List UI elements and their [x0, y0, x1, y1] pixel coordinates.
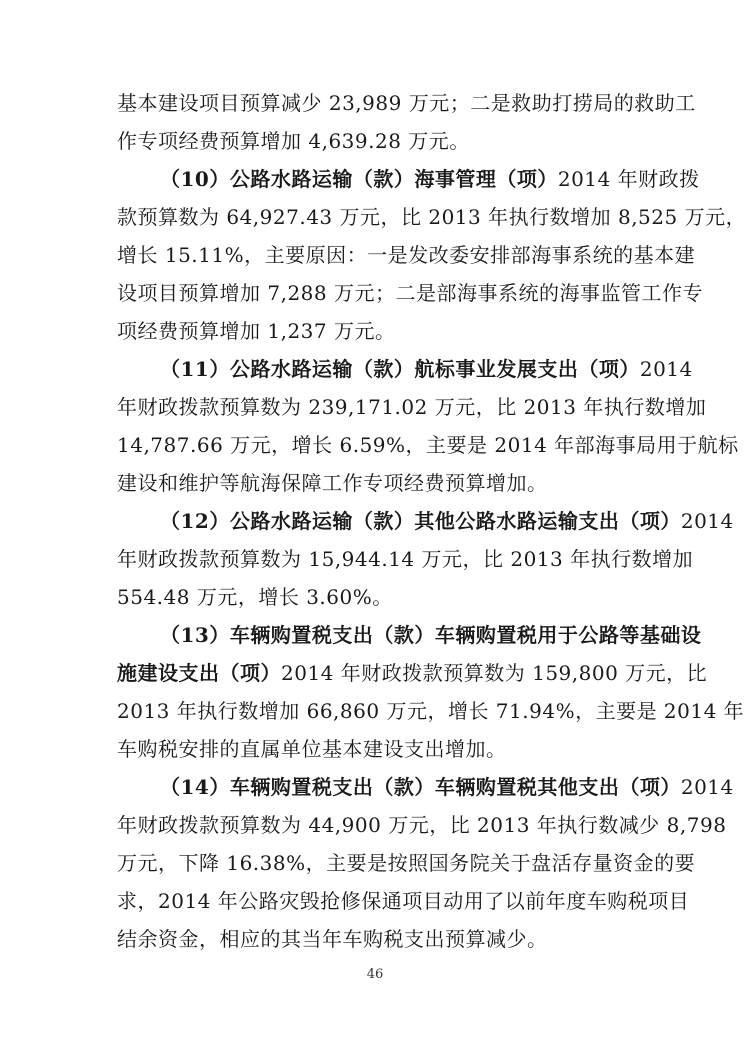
line-text: 结余资金，相应的其当年车购税支出预算减少。 [117, 927, 548, 951]
paragraph-line [117, 241, 696, 269]
paragraph-line [117, 849, 696, 877]
paragraph-line [160, 355, 693, 383]
paragraph-line [117, 583, 639, 611]
line-text: 车购税安排的直属单位基本建设支出增加。 [117, 737, 507, 761]
paragraph-line [117, 203, 747, 231]
line-text: 2014 [680, 775, 734, 799]
line-text: 基本建设项目预算减少 23,989 万元；二是救助打捞局的救助工 [117, 91, 696, 115]
paragraph-line [117, 431, 739, 459]
line-text: 建设和维护等航海保障工作专项经费预算增加。 [117, 471, 548, 495]
paragraph-line [117, 811, 727, 839]
line-text: 万元，下降 16.38%，主要是按照国务院关于盘活存量资金的要 [117, 851, 696, 875]
paragraph-line [117, 469, 639, 497]
line-text: 2013 年执行数增加 66,860 万元，增长 71.94%，主要是 2014 年 [117, 699, 745, 723]
item-heading: （12）公路水路运输（款）其他公路水路运输支出（项） [160, 509, 681, 533]
paragraph-line [117, 279, 703, 307]
item-heading: （10）公路水路运输（款）海事管理（项） [160, 167, 558, 191]
line-text: 554.48 万元，增长 3.60%。 [117, 585, 393, 609]
line-text: 2014 年财政拨款预算数为 159,800 万元，比 [281, 661, 708, 685]
item-heading: （11）公路水路运输（款）航标事业发展支出（项） [160, 357, 640, 381]
line-text: 增长 15.11%，主要原因：一是发改委安排部海事系统的基本建 [117, 243, 696, 267]
line-text: 设项目预算增加 7,288 万元；二是部海事系统的海事监管工作专 [117, 281, 703, 305]
paragraph-line [117, 89, 696, 117]
paragraph-line [117, 659, 708, 687]
line-text: 年财政拨款预算数为 239,171.02 万元，比 2013 年执行数增加 [117, 395, 707, 419]
line-text: 项经费预算增加 1,237 万元。 [117, 319, 396, 343]
line-text: 14,787.66 万元，增长 6.59%，主要是 2014 年部海事局用于航标 [117, 433, 739, 457]
paragraph-line [117, 735, 639, 763]
page-number: 46 [366, 967, 384, 982]
line-text: 年财政拨款预算数为 15,944.14 万元，比 2013 年执行数增加 [117, 547, 694, 571]
paragraph-line [117, 127, 639, 155]
paragraph-line [117, 887, 690, 915]
line-text: 求，2014 年公路灾毁抢修保通项目动用了以前年度车购税项目 [117, 889, 690, 913]
paragraph-line [160, 621, 702, 649]
line-text: 年财政拨款预算数为 44,900 万元，比 2013 年执行数减少 8,798 [117, 813, 727, 837]
item-heading: 施建设支出（项） [117, 661, 281, 685]
line-text: 2014 年财政拨 [557, 167, 700, 191]
paragraph-line [160, 165, 700, 193]
paragraph-line [160, 507, 734, 535]
paragraph-line [117, 545, 694, 573]
paragraph-line [160, 773, 734, 801]
line-text: 2014 [680, 509, 734, 533]
line-text: 作专项经费预算增加 4,639.28 万元。 [117, 129, 470, 153]
paragraph-line [117, 393, 707, 421]
line-text: 2014 [639, 357, 693, 381]
paragraph-line [117, 697, 745, 725]
line-text: 款预算数为 64,927.43 万元，比 2013 年执行数增加 8,525 万元， [117, 205, 747, 229]
paragraph-line [117, 317, 639, 345]
item-heading: （13）车辆购置税支出（款）车辆购置税用于公路等基础设 [160, 623, 702, 647]
paragraph-line [117, 925, 639, 953]
item-heading: （14）车辆购置税支出（款）车辆购置税其他支出（项） [160, 775, 681, 799]
